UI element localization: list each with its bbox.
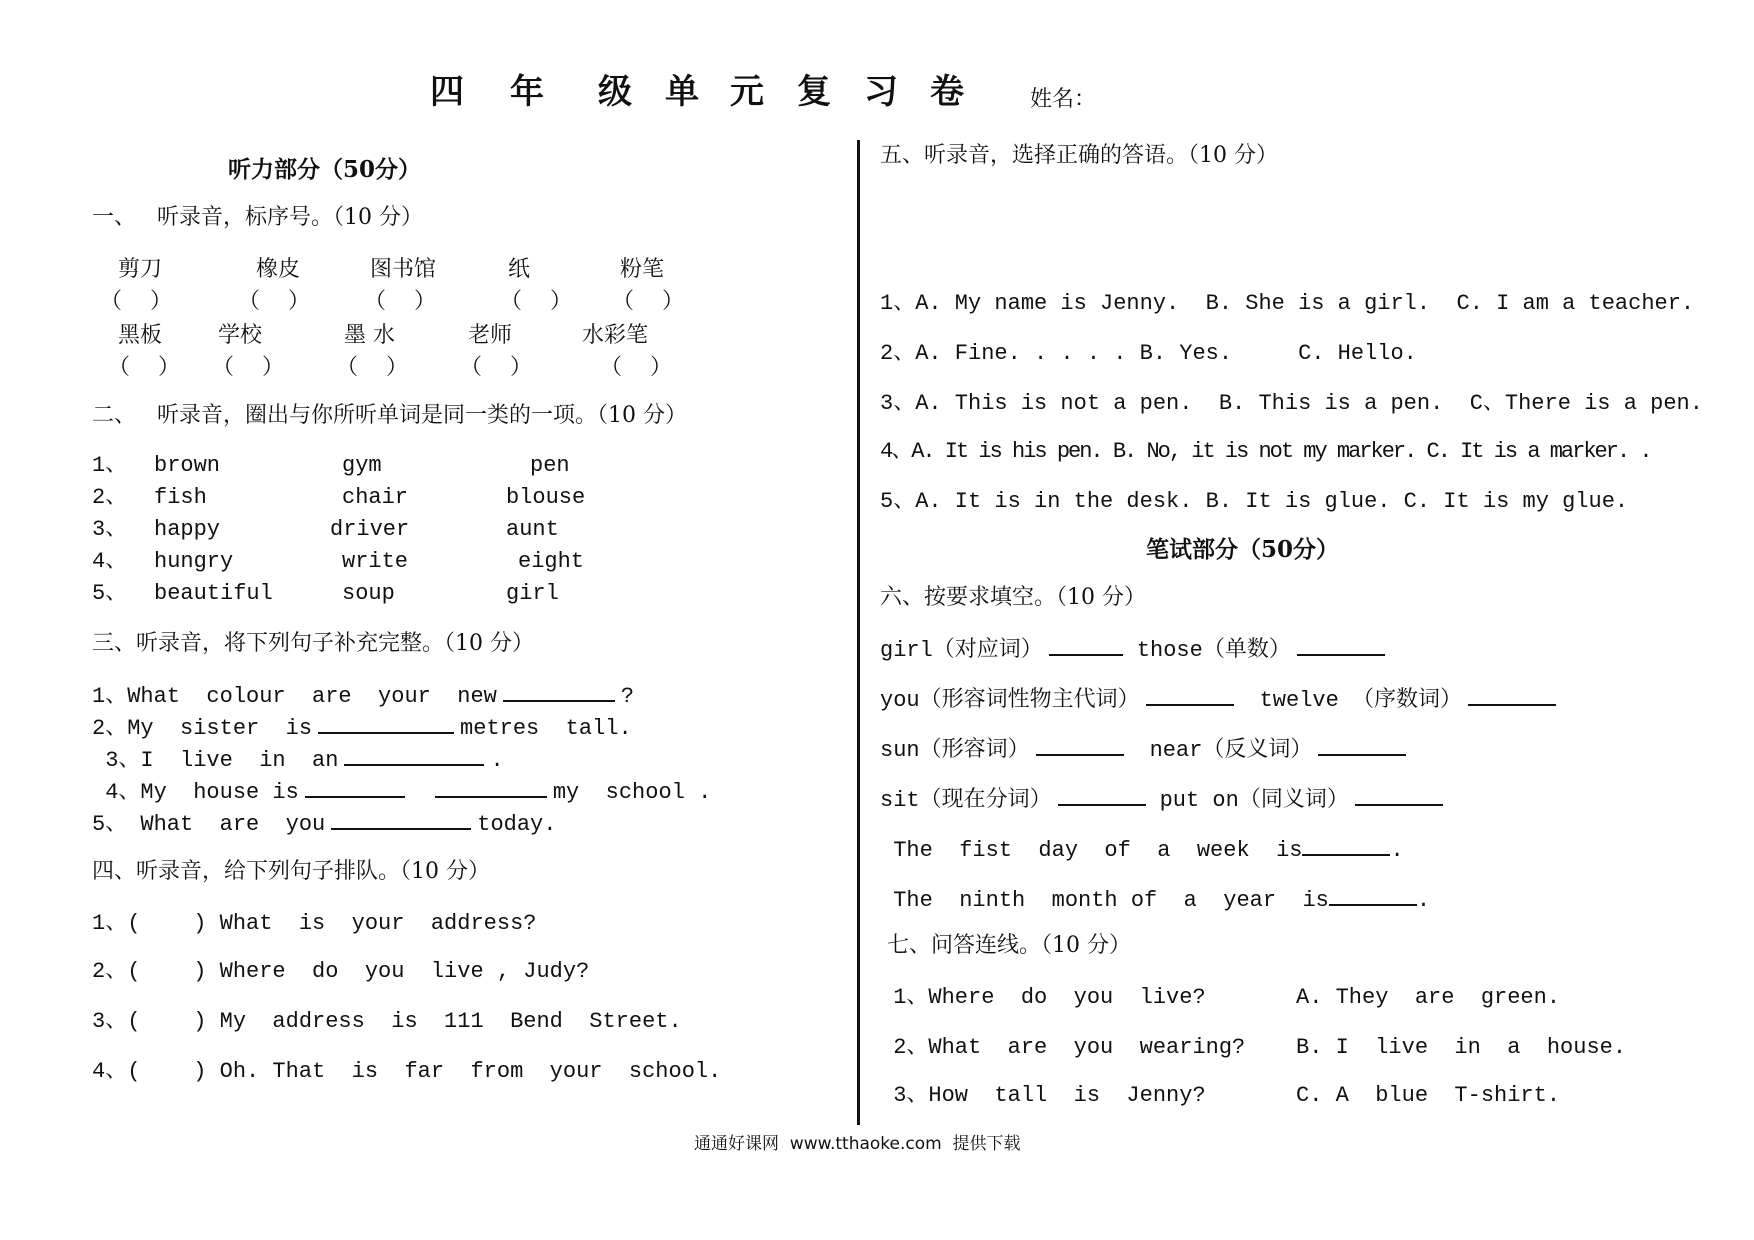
title-char-6: 复 bbox=[797, 72, 833, 112]
word-cn: 学校 bbox=[218, 323, 263, 348]
writing-heading: 笔试部分（50分） bbox=[1146, 536, 1340, 563]
listening-heading: 听力部分（50分） bbox=[228, 156, 422, 183]
option-c[interactable]: blouse bbox=[506, 485, 586, 510]
section6-heading: 六、按要求填空。（10 分） bbox=[880, 585, 1146, 610]
word-cn: 剪刀 bbox=[118, 257, 163, 282]
match-answer-a[interactable]: A. They are green. bbox=[1296, 985, 1561, 1010]
blank-field[interactable] bbox=[1036, 734, 1124, 756]
fill-row-6: The ninth month of a year is . bbox=[880, 884, 1430, 915]
order-sentence-4[interactable]: 4、( ) Oh. That is far from your school. bbox=[92, 1059, 722, 1084]
order-sentence-3[interactable]: 3、( ) My address is 111 Bend Street. bbox=[92, 1009, 682, 1034]
blank-field[interactable] bbox=[1355, 784, 1443, 806]
order-sentence-2[interactable]: 2、( ) Where do you live , Judy? bbox=[92, 959, 590, 984]
blank-field[interactable] bbox=[305, 776, 405, 798]
section1-heading: 一、 听录音，标序号。（10 分） bbox=[92, 205, 423, 230]
option-c[interactable]: aunt bbox=[506, 517, 559, 542]
blank-field[interactable] bbox=[1058, 784, 1146, 806]
answer-paren[interactable]: （ ） bbox=[612, 289, 684, 314]
option-b[interactable]: write bbox=[342, 549, 409, 574]
list-number: 5、 bbox=[92, 581, 128, 606]
blank-field[interactable] bbox=[1297, 634, 1385, 656]
match-answer-c[interactable]: C. A blue T-shirt. bbox=[1296, 1083, 1561, 1108]
word-cn: 粉笔 bbox=[620, 257, 665, 282]
match-question-3[interactable]: 3、How tall is Jenny? bbox=[880, 1083, 1206, 1108]
option-c[interactable]: eight bbox=[518, 549, 585, 574]
title-char-1: 四 bbox=[430, 72, 466, 112]
title-char-7: 习 bbox=[864, 72, 900, 112]
blank-field[interactable] bbox=[331, 808, 471, 830]
answer-paren[interactable]: （ ） bbox=[108, 355, 180, 380]
option-a[interactable]: fish bbox=[154, 485, 207, 510]
option-a[interactable]: hungry bbox=[154, 549, 234, 574]
list-number: 3、 bbox=[92, 517, 128, 542]
option-b[interactable]: soup bbox=[342, 581, 395, 606]
list-number: 1、 bbox=[92, 453, 128, 478]
option-b[interactable]: chair bbox=[342, 485, 409, 510]
fill-sentence-2: 2、My sister is metres tall. bbox=[92, 712, 632, 743]
column-divider bbox=[857, 140, 860, 1125]
order-sentence-1[interactable]: 1、( ) What is your address? bbox=[92, 911, 537, 936]
fill-row-3: sun（形容词） near（反义词） bbox=[880, 734, 1412, 765]
word-cn: 纸 bbox=[508, 257, 531, 282]
answer-paren[interactable]: （ ） bbox=[212, 355, 284, 380]
fill-sentence-4: 4、My house is my school . bbox=[92, 776, 711, 807]
answer-paren[interactable]: （ ） bbox=[500, 289, 572, 314]
fill-row-1: girl（对应词） those（单数） bbox=[880, 634, 1391, 665]
word-cn: 橡皮 bbox=[256, 257, 301, 282]
option-c[interactable]: girl bbox=[506, 581, 559, 606]
blank-field[interactable] bbox=[344, 744, 484, 766]
word-cn: 墨 水 bbox=[344, 323, 395, 348]
choice-line-1[interactable]: 1、A. My name is Jenny. B. She is a girl. C. I am a teacher. bbox=[880, 291, 1695, 316]
blank-field[interactable] bbox=[1468, 684, 1556, 706]
choice-line-2[interactable]: 2、A. Fine. . . . . B. Yes. C. Hello. bbox=[880, 341, 1417, 366]
section2-heading: 二、 听录音，圈出与你所听单词是同一类的一项。（10 分） bbox=[92, 403, 687, 428]
match-question-1[interactable]: 1、Where do you live? bbox=[880, 985, 1206, 1010]
option-b[interactable]: driver bbox=[330, 517, 410, 542]
answer-paren[interactable]: （ ） bbox=[100, 289, 172, 314]
match-answer-b[interactable]: B. I live in a house. bbox=[1296, 1035, 1627, 1060]
blank-field[interactable] bbox=[1329, 884, 1417, 906]
word-cn: 老师 bbox=[468, 323, 513, 348]
fill-sentence-3: 3、I live in an . bbox=[92, 744, 504, 775]
match-question-2[interactable]: 2、What are you wearing? bbox=[880, 1035, 1246, 1060]
blank-field[interactable] bbox=[1049, 634, 1123, 656]
blank-field[interactable] bbox=[435, 776, 547, 798]
choice-line-3[interactable]: 3、A. This is not a pen. B. This is a pen. C、There is a pen. bbox=[880, 391, 1703, 416]
word-cn: 图书馆 bbox=[370, 257, 437, 282]
word-cn: 黑板 bbox=[118, 323, 163, 348]
section3-heading: 三、听录音，将下列句子补充完整。（10 分） bbox=[92, 631, 534, 656]
option-a[interactable]: happy bbox=[154, 517, 221, 542]
answer-paren[interactable]: （ ） bbox=[336, 355, 408, 380]
answer-paren[interactable]: （ ） bbox=[600, 355, 672, 380]
fill-sentence-1: 1、What colour are your new ? bbox=[92, 680, 634, 711]
blank-field[interactable] bbox=[503, 680, 615, 702]
word-cn: 水彩笔 bbox=[582, 323, 649, 348]
fill-row-4: sit（现在分词） put on（同义词） bbox=[880, 784, 1449, 815]
name-label: 姓名： bbox=[1030, 87, 1097, 112]
section5-heading: 五、听录音，选择正确的答语。（10 分） bbox=[880, 143, 1278, 168]
title-char-8: 卷 bbox=[930, 72, 966, 112]
footer-credit: 通通好课网 www.tthaoke.com 提供下载 bbox=[694, 1134, 1021, 1154]
fill-sentence-5: 5、 What are you today. bbox=[92, 808, 556, 839]
answer-paren[interactable]: （ ） bbox=[364, 289, 436, 314]
section4-heading: 四、听录音，给下列句子排队。（10 分） bbox=[92, 859, 490, 884]
blank-field[interactable] bbox=[318, 712, 454, 734]
blank-field[interactable] bbox=[1318, 734, 1406, 756]
blank-field[interactable] bbox=[1146, 684, 1234, 706]
choice-line-5[interactable]: 5、A. It is in the desk. B. It is glue. C. It is my glue. bbox=[880, 489, 1629, 514]
option-b[interactable]: gym bbox=[342, 453, 382, 478]
title-char-5: 元 bbox=[730, 72, 766, 112]
answer-paren[interactable]: （ ） bbox=[238, 289, 310, 314]
option-a[interactable]: brown bbox=[154, 453, 221, 478]
fill-row-5: The fist day of a week is . bbox=[880, 834, 1404, 865]
choice-line-4[interactable]: 4、A. It is his pen. B. No, it is not my marker. C. It is a marker. . bbox=[880, 439, 1651, 464]
answer-paren[interactable]: （ ） bbox=[460, 355, 532, 380]
fill-row-2: you（形容词性物主代词） twelve （序数词） bbox=[880, 684, 1562, 715]
title-char-2: 年 bbox=[510, 72, 546, 112]
title-char-4: 单 bbox=[665, 72, 701, 112]
option-a[interactable]: beautiful bbox=[154, 581, 273, 606]
option-c[interactable]: pen bbox=[530, 453, 570, 478]
list-number: 4、 bbox=[92, 549, 128, 574]
blank-field[interactable] bbox=[1302, 834, 1390, 856]
section7-heading: 七、问答连线。（10 分） bbox=[880, 933, 1131, 958]
list-number: 2、 bbox=[92, 485, 128, 510]
title-char-3: 级 bbox=[598, 72, 634, 112]
